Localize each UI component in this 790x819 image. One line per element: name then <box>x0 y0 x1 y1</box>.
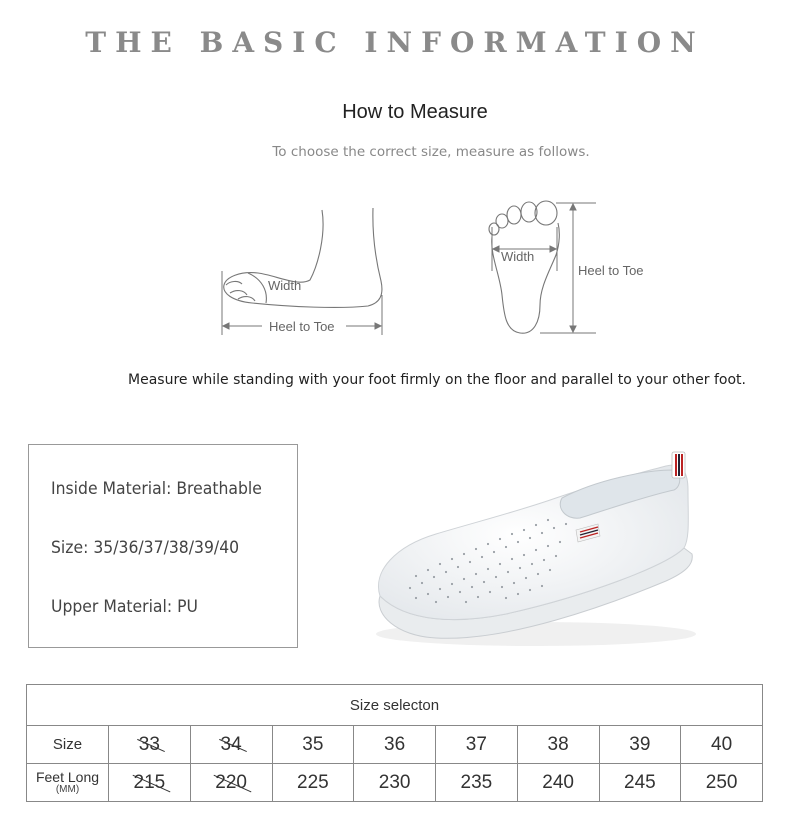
size-chart-table <box>26 684 763 802</box>
size-value: 36 <box>384 733 406 755</box>
length-cell <box>354 764 436 802</box>
size-cell <box>599 726 681 764</box>
length-cell <box>272 764 354 802</box>
feet-long-label: Feet Long <box>35 769 100 785</box>
size-cell <box>354 726 436 764</box>
size-value: 40 <box>711 733 733 755</box>
size-cell <box>190 726 272 764</box>
side-length-label: Heel to Toe <box>269 319 335 334</box>
length-value: 250 <box>705 771 738 793</box>
size-value: 39 <box>629 733 651 755</box>
size-cell <box>109 726 191 764</box>
size-value: 38 <box>547 733 569 755</box>
length-cell <box>190 764 272 802</box>
size-cell <box>436 726 518 764</box>
length-value: 230 <box>378 771 411 793</box>
size-table-caption: Size selecton <box>27 685 763 726</box>
foot-measure-diagram <box>0 195 790 345</box>
size-value: 33 <box>138 733 160 755</box>
length-cell <box>517 764 599 802</box>
product-shoe-image <box>366 446 706 656</box>
upper-material-spec: Upper Material: PU <box>51 597 198 617</box>
feet-length-row-label <box>27 764 109 802</box>
measure-note: Measure while standing with your foot firmly on the floor and parallel to your other foot. <box>128 372 746 388</box>
length-value: 235 <box>460 771 493 793</box>
size-value: 37 <box>465 733 487 755</box>
size-value: 35 <box>302 733 324 755</box>
measure-subtitle: To choose the correct size, measure as follows. <box>272 144 590 160</box>
size-cell <box>272 726 354 764</box>
spec-box <box>28 444 298 648</box>
size-cell <box>517 726 599 764</box>
sole-width-label: Width <box>501 249 535 264</box>
length-value: 245 <box>624 771 656 793</box>
inside-material-spec: Inside Material: Breathable <box>51 479 262 499</box>
length-cell <box>436 764 518 802</box>
sole-foot-illustration <box>489 201 559 333</box>
size-row-label: Size <box>27 726 109 764</box>
length-value: 225 <box>297 771 329 793</box>
shoe-illustration <box>376 452 696 646</box>
length-cell <box>681 764 763 802</box>
length-value: 240 <box>542 771 574 793</box>
feet-unit-label: (MM) <box>55 784 80 795</box>
size-spec: Size: 35/36/37/38/39/40 <box>51 538 240 558</box>
feet-length-row <box>27 764 763 802</box>
page-title: THE BASIC INFORMATION <box>85 26 705 59</box>
side-width-label: Width <box>268 278 302 293</box>
length-cell <box>599 764 681 802</box>
length-cell <box>109 764 191 802</box>
length-value: 220 <box>215 771 247 793</box>
sole-length-label: Heel to Toe <box>578 263 644 278</box>
length-value: 215 <box>133 771 166 793</box>
measure-heading: How to Measure <box>342 101 488 123</box>
size-row <box>27 726 763 764</box>
size-cell <box>681 726 763 764</box>
side-foot-illustration <box>224 208 382 307</box>
size-value: 34 <box>220 733 242 755</box>
